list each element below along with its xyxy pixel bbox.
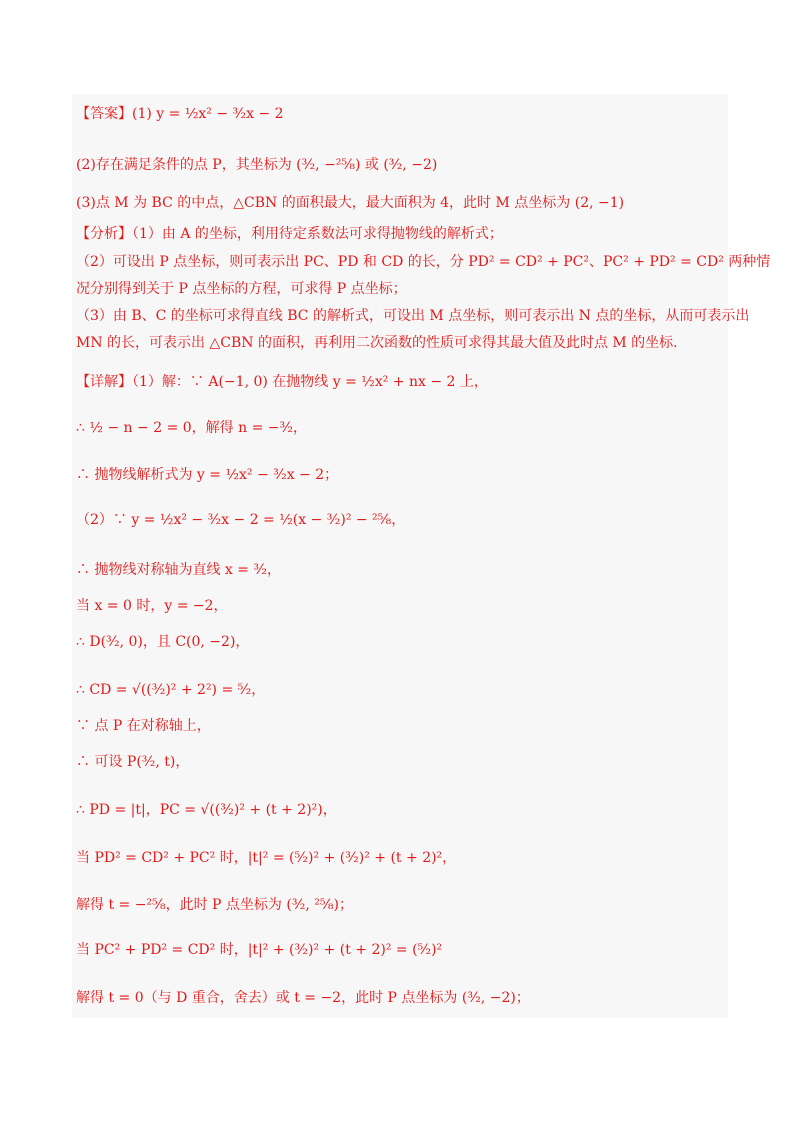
detail-line-13: 解得 t = −²⁵⁄₈，此时 P 点坐标为 (³⁄₂, ²⁵⁄₈)； [76,897,353,913]
detail-line-6: 当 x = 0 时，y = −2， [76,598,228,614]
detail-line-1: 【详解】（1）解：∵ A(−1, 0) 在抛物线 y = ½x² + nx − 2 上， [76,374,488,390]
answer-line-2: (2)存在满足条件的点 P，其坐标为 (³⁄₂, −²⁵⁄₈) 或 (³⁄₂, −2) [76,157,438,173]
detail-line-12: 当 PD² = CD² + PC² 时，|t|² = (⁵⁄₂)² + (³⁄₂)² + (t + 2)²， [76,850,457,866]
analysis-line-5: MN 的长，可表示出 △CBN 的面积，再利用二次函数的性质可求得其最大值及此时点 M 的坐标. [76,335,678,351]
detail-line-15: 解得 t = 0（与 D 重合，舍去）或 t = −2，此时 P 点坐标为 (³⁄₂, −2)； [76,990,530,1006]
detail-line-2: ∴ ½ − n − 2 = 0，解得 n = −³⁄₂， [76,420,308,436]
detail-line-4: （2）∵ y = ½x² − ³⁄₂x − 2 = ½(x − ³⁄₂)² − ²⁵⁄₈， [76,512,406,528]
detail-line-11: ∴ PD = |t|，PC = √((³⁄₂)² + (t + 2)²)， [76,802,337,818]
detail-line-3: ∴ 抛物线解析式为 y = ½x² − ³⁄₂x − 2； [76,467,339,483]
detail-line-5: ∴ 抛物线对称轴为直线 x = ³⁄₂， [76,562,281,578]
analysis-line-3: 况分别得到关于 P 点坐标的方程，可求得 P 点坐标； [76,281,407,297]
answer-line-3: (3)点 M 为 BC 的中点，△CBN 的面积最大，最大面积为 4，此时 M 点坐标为 (2, −1) [76,195,625,211]
detail-line-8: ∴ CD = √((³⁄₂)² + 2²) = ⁵⁄₂， [76,682,266,698]
detail-line-7: ∴ D(³⁄₂, 0)，且 C(0, −2)， [76,634,250,650]
detail-line-14: 当 PC² + PD² = CD² 时，|t|² + (³⁄₂)² + (t + 2)² = (⁵⁄₂)² [76,942,443,958]
analysis-line-2: （2）可设出 P 点坐标，则可表示出 PC、PD 和 CD 的长，分 PD² = CD² + PC²、PC² + PD² = CD² 两种情 [76,254,771,270]
detail-line-10: ∴ 可设 P(³⁄₂, t)， [76,754,190,770]
analysis-line-4: （3）由 B、C 的坐标可求得直线 BC 的解析式，可设出 M 点坐标，则可表示出 N 点的坐标，从而可表示出 [76,308,750,324]
answer-line-1: 【答案】(1) y = ½x² − ³⁄₂x − 2 [76,106,284,122]
detail-line-9: ∵ 点 P 在对称轴上， [76,718,211,734]
analysis-line-1: 【分析】（1）由 A 的坐标，利用待定系数法可求得抛物线的解析式； [76,226,503,242]
